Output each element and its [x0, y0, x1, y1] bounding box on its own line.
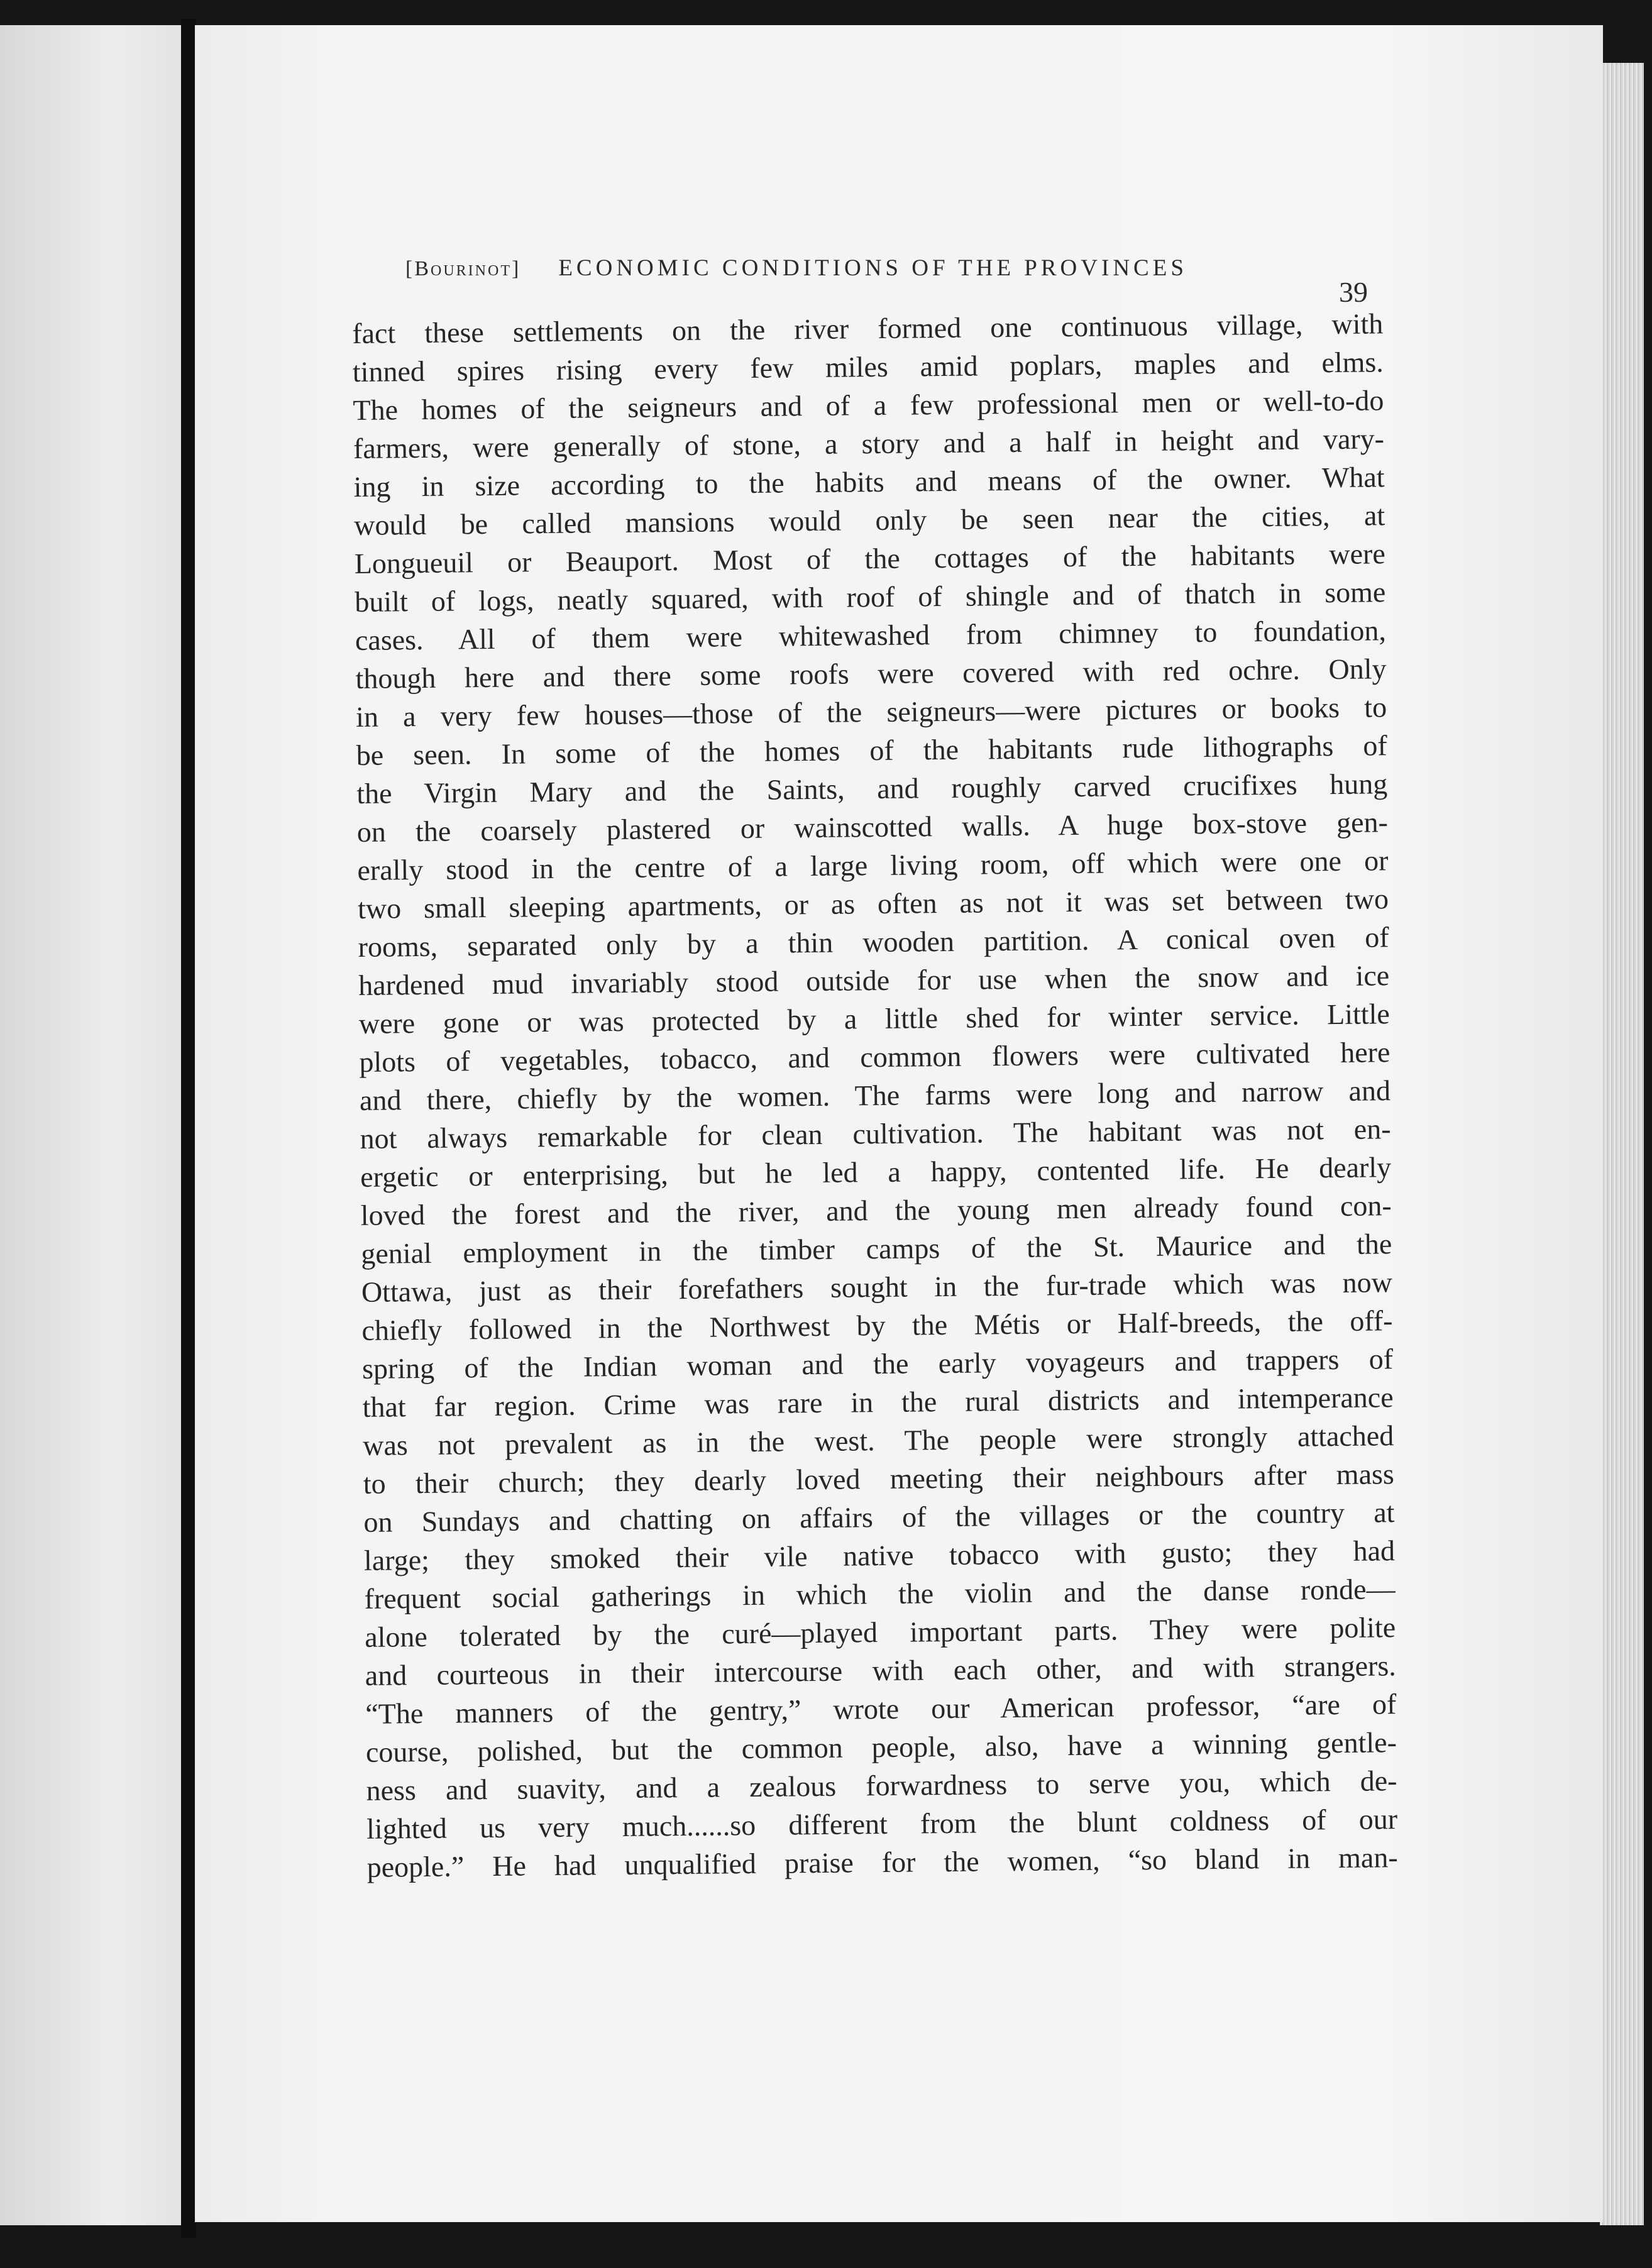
- text-line: Longueuil or Beauport. Most of the cottages of the habitants were: [354, 537, 1385, 580]
- text-line: fact these settlements on the river formed one continuous village, with: [352, 307, 1384, 350]
- text-line: large; they smoked their vile native tobacco with gusto; they had: [363, 1534, 1396, 1577]
- text-line: on Sundays and chatting on affairs of the villages or the country at: [363, 1496, 1395, 1538]
- text-line: “The manners of the gentry,” wrote our American professor, “are of: [365, 1688, 1397, 1730]
- text-line: rooms, separated only by a thin wooden partition. A conical oven of: [358, 921, 1389, 963]
- text-line: and there, chiefly by the women. The farms were long and narrow and: [359, 1074, 1391, 1116]
- text-line: hardened mud invariably stood outside for use when the snow and ice: [358, 959, 1390, 1001]
- page-stack-edges: [1600, 63, 1644, 2225]
- text-line: frequent social gatherings in which the violin and the danse ronde—: [364, 1573, 1396, 1615]
- running-head: [405, 255, 1392, 305]
- page-number: 39: [1339, 276, 1368, 308]
- text-line: that far region. Crime was rare in the rural districts and intemperance: [362, 1381, 1394, 1423]
- text-line: would be called mansions would only be seen near the cities, at: [353, 499, 1385, 541]
- text-line: though here and there some roofs were covered with red ochre. Only: [355, 652, 1387, 695]
- text-line: lighted us very much......so different from the blunt coldness of our: [366, 1803, 1398, 1845]
- text-line: course, polished, but the common people, also, have a winning gentle-: [365, 1726, 1397, 1768]
- text-line: The homes of the seigneurs and of a few professional men or well-to-do: [353, 384, 1384, 426]
- text-line: cases. All of them were whitewashed from chimney to foundation,: [355, 614, 1387, 656]
- text-line: the Virgin Mary and the Saints, and roughly carved crucifixes hung: [356, 768, 1388, 810]
- text-line: and courteous in their intercourse with each other, and with strangers.: [365, 1649, 1396, 1692]
- text-line: two small sleeping apartments, or as often as not it was set between two: [357, 883, 1389, 925]
- text-line: plots of vegetables, tobacco, and common flowers were cultivated here: [359, 1036, 1390, 1078]
- text-line: erally stood in the centre of a large living room, off which were one or: [357, 844, 1389, 886]
- running-head-title: ECONOMIC CONDITIONS OF THE PROVINCES: [558, 255, 1187, 281]
- text-line: were gone or was protected by a little shed for winter service. Little: [358, 998, 1390, 1040]
- text-line: ness and suavity, and a zealous forwardness to serve you, which de-: [366, 1764, 1397, 1807]
- text-line: chiefly followed in the Northwest by the Métis or Half-breeds, the off-: [361, 1304, 1393, 1346]
- book-gutter: [181, 19, 196, 2238]
- text-line: in a very few houses—those of the seigneurs—were pictures or books to: [355, 691, 1387, 733]
- text-line: built of logs, neatly squared, with roof of shingle and of thatch in some: [355, 576, 1386, 618]
- text-line: was not prevalent as in the west. The people were strongly attached: [363, 1419, 1394, 1462]
- text-line: Ottawa, just as their forefathers sought in the fur-trade which was now: [361, 1266, 1393, 1308]
- running-head-author: [Bourinot]: [405, 257, 521, 280]
- text-line: tinned spires rising every few miles amid poplars, maples and elms.: [352, 346, 1384, 388]
- text-line: ergetic or enterprising, but he led a happy, contented life. He dearly: [360, 1151, 1392, 1193]
- text-line: on the coarsely plastered or wainscotted walls. A huge box-stove gen-: [356, 806, 1389, 848]
- text-line: ing in size according to the habits and means of the owner. What: [353, 461, 1385, 503]
- text-line: farmers, were generally of stone, a story and a half in height and vary-: [353, 422, 1385, 465]
- text-line: to their church; they dearly loved meeting their neighbours after mass: [363, 1458, 1395, 1500]
- text-line: spring of the Indian woman and the early voyageurs and trappers of: [361, 1343, 1394, 1385]
- text-line: alone tolerated by the curé—played important parts. They were polite: [364, 1611, 1396, 1653]
- text-line: people.” He had unqualified praise for the women, “so bland in man-: [366, 1841, 1398, 1883]
- body-text: [352, 304, 1398, 1886]
- text-line: loved the forest and the river, and the young men already found con-: [360, 1189, 1392, 1231]
- text-line: genial employment in the timber camps of the St. Maurice and the: [361, 1228, 1392, 1270]
- text-line: not always remarkable for clean cultivation. The habitant was not en-: [360, 1113, 1391, 1155]
- facing-page-edge: [0, 25, 189, 2225]
- text-line: be seen. In some of the homes of the habitants rude lithographs of: [356, 729, 1387, 771]
